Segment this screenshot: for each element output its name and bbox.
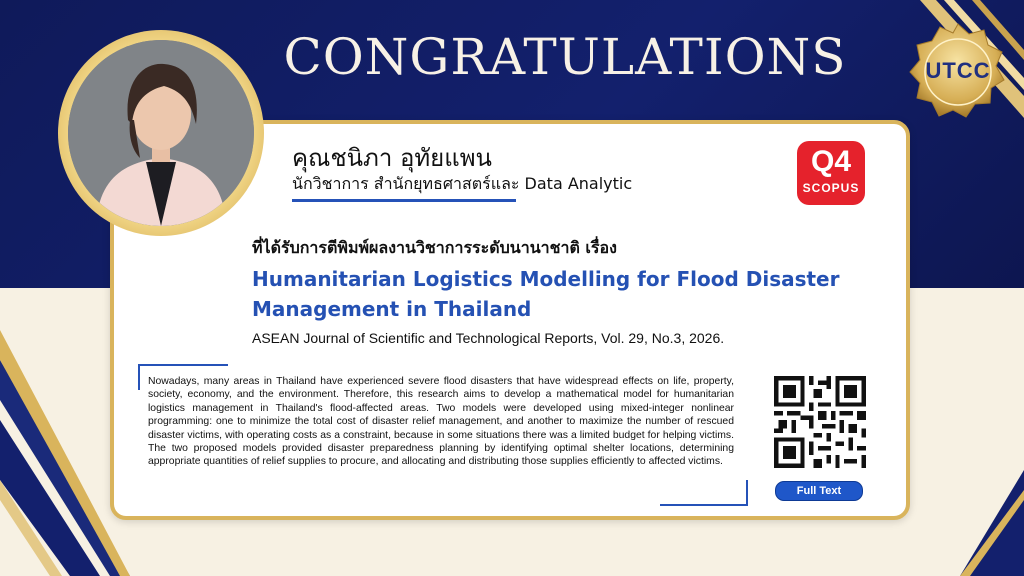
avatar	[68, 40, 254, 226]
journal-citation: ASEAN Journal of Scientific and Technological Reports, Vol. 29, No.3, 2026.	[252, 330, 725, 346]
abstract-bracket-right	[660, 480, 748, 506]
name-underline	[292, 199, 516, 202]
person-name: คุณชนิภา อุทัยแพน	[292, 144, 492, 172]
publication-intro: ที่ได้รับการตีพิมพ์ผลงานวิชาการระดับนานาชาติ เรื่อง	[252, 238, 617, 257]
paper-title	[252, 264, 892, 324]
quartile-badge	[797, 141, 865, 205]
navy-corner-bottom-right	[960, 470, 1024, 576]
person-position: นักวิชาการ สำนักยุทธศาสตร์และ Data Analytic	[292, 174, 633, 193]
seal-label: UTCC	[925, 58, 991, 83]
congratulations-title: CONGRATULATIONS	[283, 28, 847, 86]
paper-title-line-2: Management in Thailand	[252, 297, 532, 321]
full-text-button[interactable]: Full Text	[775, 481, 863, 501]
paper-title-line-1: Humanitarian Logistics Modelling for Flood Disaster	[252, 267, 840, 291]
index-label: SCOPUS	[802, 181, 860, 195]
quartile-label: Q4	[810, 145, 852, 178]
abstract-text: Nowadays, many areas in Thailand have experienced severe flood disasters that have widespread effects on life, property, society, economy, and the environment. Therefore, this research aims to develop a mathematical model for humanitarian logistics management in Thailand's flood-affected areas. Two models were developed using mixed-integer nonlinear programming: one to minimize the total cost of disaster relief management, and another to maximize the number of rescued disaster victims, with operating costs as a constraint, because in some situations there was a limited budget for helping victims. The two proposed models provided disaster preparedness planning by identifying optimal shelter locations, determining appropriate quantities of relief supplies to procure, and allocating and distributing those supplies efficiently to affected victims.	[148, 376, 734, 468]
qr-code-icon[interactable]	[774, 376, 866, 468]
